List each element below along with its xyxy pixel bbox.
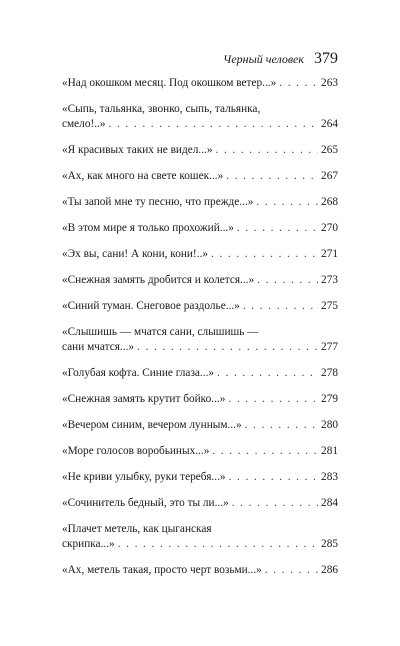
toc-entry [62, 496, 338, 511]
toc-entry-row [62, 221, 338, 236]
toc-entry-title-line: скрипка...» [62, 538, 115, 550]
toc-entry-page: 278 [321, 367, 338, 379]
toc-entry [62, 522, 338, 552]
toc-entry-page: 277 [321, 341, 338, 353]
toc-entry-title-line: «Ах, метель такая, просто черт возьми...» [62, 564, 262, 576]
dot-leader [118, 537, 318, 552]
toc-entry-row [62, 143, 338, 158]
toc-entry-page: 271 [321, 248, 338, 260]
toc-entry [62, 418, 338, 433]
toc-entry-title-line: сани мчатся...» [62, 341, 135, 353]
toc-entry-row [62, 470, 338, 485]
toc-entry [62, 470, 338, 485]
dot-leader [217, 366, 318, 381]
dot-leader [243, 299, 318, 314]
toc-entry-page: 286 [321, 564, 338, 576]
dot-leader [211, 247, 318, 262]
toc-entry-title-line: смело!..» [62, 118, 106, 130]
toc-entry-title-line: «Сыпь, тальянка, звонко, сыпь, тальянка, [62, 103, 261, 115]
toc-entry-row [62, 444, 338, 459]
dot-leader [212, 444, 318, 459]
toc-entry-page: 263 [321, 77, 338, 89]
dot-leader [256, 195, 318, 210]
dot-leader [226, 169, 318, 184]
toc-entry-title-line: «Ах, как много на свете кошек...» [62, 170, 224, 182]
dot-leader [265, 563, 318, 578]
running-head [223, 50, 338, 68]
toc-entry-title-line: «Снежная замять дробится и колется...» [62, 274, 255, 286]
toc-entry-title-line: «Слышишь — мчатся сани, слышишь — [62, 326, 259, 338]
toc-entry-row [62, 537, 338, 552]
toc-entry [62, 221, 338, 236]
toc-entry-title-line: «Синий туман. Снеговое раздолье...» [62, 300, 240, 312]
toc-entry-row [62, 340, 338, 355]
toc-entry-row [62, 195, 338, 210]
toc-entry-title-line: «Плачет метель, как цыганская [62, 523, 212, 535]
toc-entry-row [62, 76, 338, 91]
toc-entry [62, 299, 338, 314]
dot-leader [216, 143, 319, 158]
toc-entry-row [62, 563, 338, 578]
toc-entry-row [62, 273, 338, 288]
toc-entry-title-line: «Сочинитель бедный, это ты ли...» [62, 497, 229, 509]
toc-entry-title-line: «Вечером синим, вечером лунным...» [62, 419, 242, 431]
toc-entry-page: 265 [321, 144, 338, 156]
toc-entry [62, 76, 338, 91]
toc-entry [62, 169, 338, 184]
toc-entry [62, 273, 338, 288]
dot-leader [137, 340, 318, 355]
toc-entry-page: 270 [321, 222, 338, 234]
toc-entry-page: 267 [321, 170, 338, 182]
toc-entry-row [62, 299, 338, 314]
dot-leader [237, 221, 318, 236]
toc-entry-title-line: «Снежная замять крутит бойко...» [62, 393, 226, 405]
toc-entry-page: 284 [321, 497, 338, 509]
toc-entry-title-line: «Я красивых таких не видел...» [62, 144, 213, 156]
toc-entry-page: 268 [321, 196, 338, 208]
toc-entry-row [62, 117, 338, 132]
toc-entry-row [62, 247, 338, 262]
dot-leader [228, 392, 318, 407]
toc-entry-page: 264 [321, 118, 338, 130]
toc-entry [62, 366, 338, 381]
page-number: 379 [314, 50, 338, 67]
toc-entry [62, 444, 338, 459]
toc-entry-title-line: «Эх вы, сани! А кони, кони!..» [62, 248, 208, 260]
dot-leader [229, 470, 318, 485]
toc-entry-page: 279 [321, 393, 338, 405]
toc-entry-row [62, 169, 338, 184]
toc-entry-title-line: «Над окошком месяц. Под окошком ветер...» [62, 77, 277, 89]
table-of-contents [62, 76, 338, 589]
running-title: Черный человек [223, 52, 304, 66]
dot-leader [279, 76, 318, 91]
toc-entry-row [62, 392, 338, 407]
toc-entry-row [62, 366, 338, 381]
toc-entry-page: 275 [321, 300, 338, 312]
toc-entry-row [62, 496, 338, 511]
toc-entry [62, 563, 338, 578]
toc-entry-title-line: «В этом мире я только прохожий...» [62, 222, 234, 234]
toc-entry [62, 102, 338, 132]
dot-leader [245, 418, 318, 433]
toc-entry-title-line: «Не криви улыбку, руки теребя...» [62, 471, 226, 483]
toc-entry-title-line: «Море голосов воробьиных...» [62, 445, 210, 457]
dot-leader [109, 117, 319, 132]
toc-entry-row [62, 418, 338, 433]
dot-leader [257, 273, 318, 288]
toc-entry-page: 273 [321, 274, 338, 286]
toc-entry [62, 325, 338, 355]
toc-entry-title-line: «Голубая кофта. Синие глаза...» [62, 367, 215, 379]
toc-entry-page: 280 [321, 419, 338, 431]
toc-entry-page: 283 [321, 471, 338, 483]
toc-entry [62, 195, 338, 210]
toc-entry [62, 247, 338, 262]
toc-entry [62, 143, 338, 158]
toc-entry-page: 285 [321, 538, 338, 550]
dot-leader [232, 496, 318, 511]
toc-entry [62, 392, 338, 407]
toc-entry-page: 281 [321, 445, 338, 457]
toc-entry-title-line: «Ты запой мне ту песню, что прежде...» [62, 196, 254, 208]
